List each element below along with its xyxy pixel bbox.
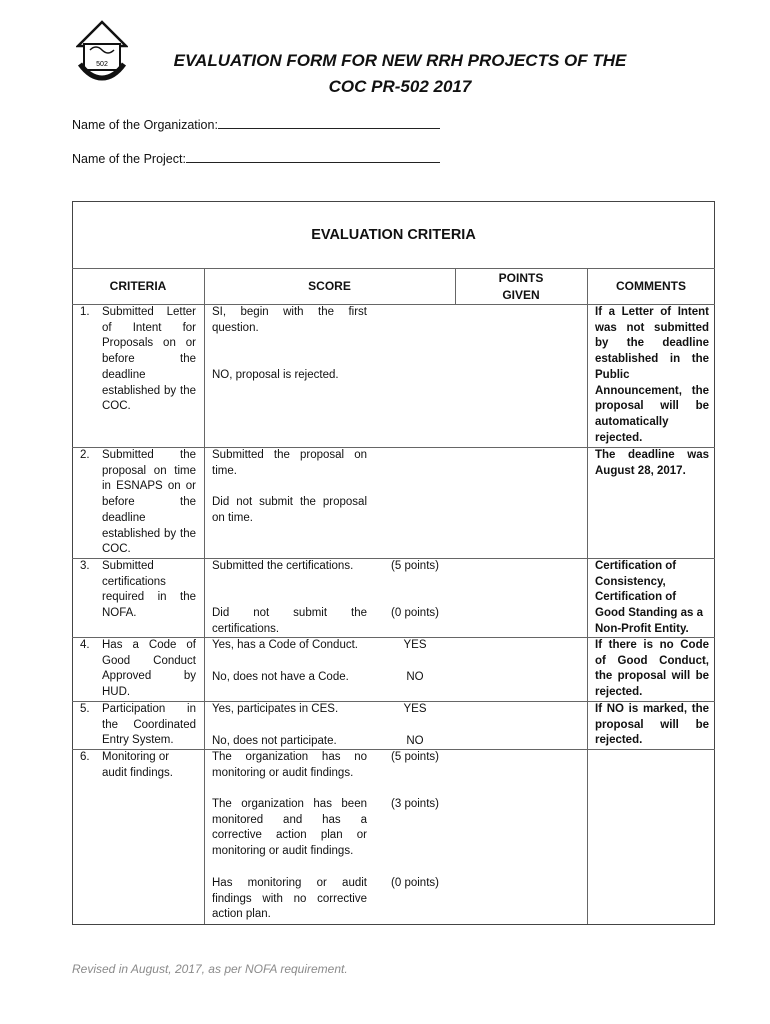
row-comment: If there is no Code of Good Conduct, the proposal will be rejected. (595, 639, 709, 699)
row-comment: The deadline was August 28, 2017. (595, 449, 709, 477)
row-score-option: Yes, participates in CES. (212, 703, 339, 715)
row-points: NO (406, 735, 424, 747)
row-points: YES (403, 703, 427, 715)
page-title (150, 48, 650, 100)
row-score-option: Submitted the proposal on time. (212, 449, 367, 477)
row-score-option: Submitted the certifications. (212, 560, 354, 572)
row-points: (0 points) (391, 607, 439, 619)
project-label: Name of the Project: (72, 152, 186, 166)
evaluation-heading: EVALUATION CRITERIA (311, 227, 476, 243)
column-divider (204, 268, 205, 924)
column-divider (587, 268, 588, 924)
row-score-option: Did not submit the proposal on time. (212, 496, 367, 524)
row-number: 4. (80, 639, 90, 651)
points-header-line-2: GIVEN (502, 288, 540, 302)
row-score-option: Has monitoring or audit findings with no corrective action plan. (212, 877, 367, 921)
organization-field (72, 116, 440, 132)
row-comment: Certification of Consistency, Certification of Good Standing as a Non-Profit Entity. (595, 560, 703, 635)
row-score-option: Yes, has a Code of Conduct. (212, 639, 358, 651)
row-number: 2. (80, 449, 90, 461)
row-number: 3. (80, 560, 90, 572)
table-divider (72, 268, 715, 269)
row-number: 6. (80, 751, 90, 763)
row-score-option: The organization has no monitoring or audit findings. (212, 751, 367, 779)
column-header-comments: COMMENTS (616, 279, 686, 293)
row-points: (3 points) (391, 798, 439, 810)
column-header-score: SCORE (308, 279, 351, 293)
organization-label: Name of the Organization: (72, 118, 218, 132)
row-criteria: Submitted the proposal on time in ESNAPS on or before the deadline established by the COC. (102, 449, 196, 556)
row-score-option: NO, proposal is rejected. (212, 369, 339, 381)
row-points: (0 points) (391, 877, 439, 889)
row-points: YES (403, 639, 427, 651)
row-number: 5. (80, 703, 90, 715)
row-criteria: Submitted Letter of Intent for Proposals on or before the deadline established by the COC. (102, 306, 196, 413)
row-criteria: Participation in the Coordinated Entry System. (102, 703, 196, 747)
row-points: NO (406, 671, 424, 683)
coc-logo (76, 20, 128, 82)
title-line-1: EVALUATION FORM FOR NEW RRH PROJECTS OF THE (173, 51, 627, 70)
row-comment: If a Letter of Intent was not submitted by the deadline established in the Public Announcement, the proposal will be automatically rejected. (595, 306, 709, 444)
row-criteria: Submitted certifications required in the NOFA. (102, 560, 196, 620)
project-blank[interactable] (186, 150, 440, 163)
organization-blank[interactable] (218, 116, 440, 129)
row-comment: If NO is marked, the proposal will be rejected. (595, 703, 709, 747)
row-points: (5 points) (391, 751, 439, 763)
row-number: 1. (80, 306, 90, 318)
row-score-option: Did not submit the certifications. (212, 607, 367, 635)
column-header-criteria: CRITERIA (109, 279, 167, 293)
row-criteria: Monitoring or audit findings. (102, 751, 173, 779)
column-header-points (455, 270, 587, 304)
revision-note: Revised in August, 2017, as per NOFA requirement. (72, 962, 348, 976)
logo-text: 502 (96, 61, 108, 68)
row-score-option: The organization has been monitored and has a corrective action plan or monitoring or audit findings. (212, 798, 367, 858)
title-line-2: COC PR-502 2017 (328, 77, 472, 96)
row-score-option: No, does not have a Code. (212, 671, 349, 683)
row-criteria: Has a Code of Good Conduct Approved by HUD. (102, 639, 196, 699)
points-header-line-1: POINTS (498, 271, 544, 285)
row-points: (5 points) (391, 560, 439, 572)
row-score-option: SI, begin with the first question. (212, 306, 367, 334)
project-field (72, 150, 440, 166)
row-score-option: No, does not participate. (212, 735, 337, 747)
